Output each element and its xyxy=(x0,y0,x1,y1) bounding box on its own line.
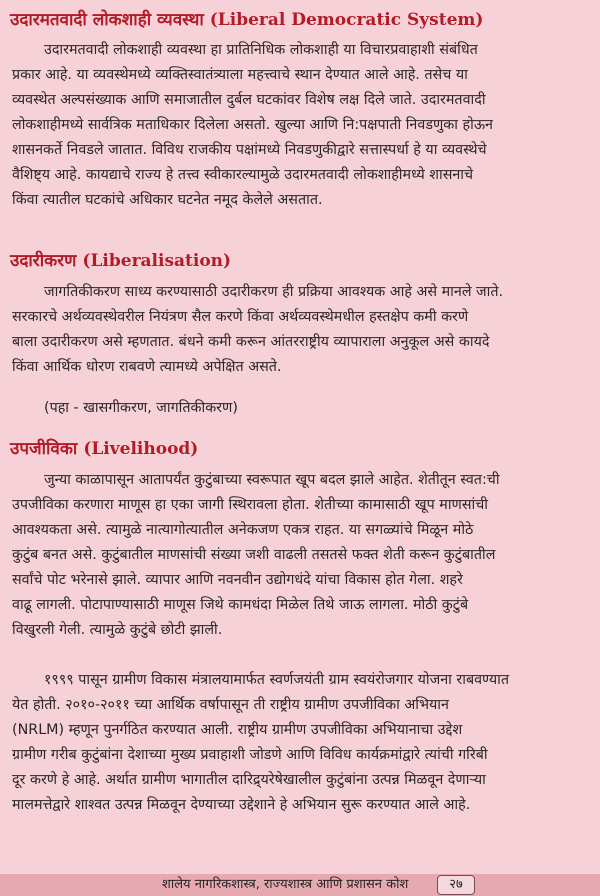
text-line: ग्रामीण गरीब कुटुंबांना देशाच्या मुख्य प्रवाहाशी जोडणे आणि विविध कार्यक्रमांद्वारे त्यांची गरिबी xyxy=(12,747,488,763)
text-line: १९९९ पासून ग्रामीण विकास मंत्रालयामार्फत स्वर्णजयंती ग्राम स्वयंरोजगार योजना राबवण्यात xyxy=(44,672,509,688)
heading-english: (Liberalisation) xyxy=(82,251,232,271)
text-line: दूर करणे हे आहे. अर्थात ग्रामीण भागातील दारिद्र्यरेषेखालील कुटुंबांना उत्पन्न मिळवून देणाऱ्या xyxy=(12,772,486,788)
page-number: २७ xyxy=(437,875,475,895)
text-line: वैशिष्ट्य आहे. कायद्याचे राज्य हे तत्त्व स्वीकारल्यामुळे उदारमतवादी लोकशाहीमध्ये शासनाचे xyxy=(12,167,474,183)
page-footer xyxy=(0,874,600,896)
heading-marathi: उपजीविका xyxy=(10,439,78,459)
text-line: बाला उदारीकरण असे म्हणतात. बंधने कमी करून आंतरराष्ट्रीय व्यापाराला अनुकूल असे कायदे xyxy=(12,334,490,350)
text-line: उपजीविका करणारा माणूस हा एका जागी स्थिरावला होता. शेतीच्या कामासाठी खूप माणसांची xyxy=(12,497,489,513)
heading-english: (Liberal Democratic System) xyxy=(209,10,484,30)
see-also-line: (पहा - खासगीकरण, जागतिकीकरण) xyxy=(44,400,238,416)
book-title: शालेय नागरिकशास्त्र, राज्यशास्त्र आणि प्रशासन कोश xyxy=(162,877,409,892)
text-line: उदारमतवादी लोकशाही व्यवस्था हा प्रातिनिधिक लोकशाही या विचारप्रवाहाशी संबंधित xyxy=(44,42,478,58)
text-line: किंवा आर्थिक धोरण राबवणे त्यामध्ये अपेक्षित असते. xyxy=(12,359,282,375)
text-line: जागतिकीकरण साध्य करण्यासाठी उदारीकरण ही प्रक्रिया आवश्यक आहे असे मानले जाते. xyxy=(44,284,504,300)
text-line: लोकशाहीमध्ये सार्वत्रिक मताधिकार दिलेला असतो. खुल्या आणि नि:पक्षपाती निवडणुका होऊन xyxy=(12,117,493,133)
text-line: मालमत्तेद्वारे शाश्वत उत्पन्न मिळवून देण्याच्या उद्देशाने हे अभियान सुरू करण्यात आले आहे. xyxy=(12,797,471,813)
heading-marathi: उदारमतवादी लोकशाही व्यवस्था xyxy=(10,10,204,30)
text-line: किंवा त्यातील घटकांचे अधिकार घटनेत नमूद केलेले असतात. xyxy=(12,192,323,208)
text-line: वाढू लागली. पोटापाण्यासाठी माणूस जिथे कामधंदा मिळेल तिथे जाऊ लागला. मोठी कुटुंबे xyxy=(12,597,469,613)
entry-heading xyxy=(10,250,231,272)
text-line: प्रकार आहे. या व्यवस्थेमध्ये व्यक्तिस्वातंत्र्याला महत्त्वाचे स्थान देण्यात आले आहे. तसेच या xyxy=(12,67,468,83)
entry-heading xyxy=(10,9,483,31)
text-line: सर्वांचे पोट भरेनासे झाले. व्यापार आणि नवनवीन उद्योगधंदे यांचा विकास होत गेला. शहरे xyxy=(12,572,463,588)
heading-marathi: उदारीकरण xyxy=(10,251,77,271)
text-line: विखुरली गेली. त्यामुळे कुटुंबे छोटी झाली. xyxy=(12,622,223,638)
text-line: सरकारचे अर्थव्यवस्थेवरील नियंत्रण सैल करणे किंवा अर्थव्यवस्थेमधील हस्तक्षेप कमी करणे xyxy=(12,309,469,325)
text-line: शासनकर्ते निवडले जातात. विविध राजकीय पक्षांमध्ये निवडणुकीद्वारे सत्तास्पर्धा हे या व्यवस्थेचे xyxy=(12,142,487,158)
text-line: (NRLM) म्हणून पुनर्गठित करण्यात आली. राष्ट्रीय ग्रामीण उपजीविका अभियानाचा उद्देश xyxy=(12,722,463,738)
text-line: कुटुंब बनत असे. कुटुंबातील माणसांची संख्या जशी वाढली तसतसे फक्त शेती करून कुटुंबातील xyxy=(12,547,496,563)
text-line: जुन्या काळापासून आतापर्यंत कुटुंबाच्या स्वरूपात खूप बदल झाले आहेत. शेतीतून स्वत:ची xyxy=(44,472,500,488)
text-line: व्यवस्थेत अल्पसंख्याक आणि समाजातील दुर्बल घटकांवर विशेष लक्ष दिले जाते. उदारमतवादी xyxy=(12,92,486,108)
heading-english: (Livelihood) xyxy=(83,439,199,459)
text-line: येत होती. २०१०-२०११ च्या आर्थिक वर्षापासून ती राष्ट्रीय ग्रामीण उपजीविका अभियान xyxy=(12,697,449,713)
text-line: आवश्यकता असे. त्यामुळे नात्यागोत्यातील अनेकजण एकत्र राहत. या सगळ्यांचे मिळून मोठे xyxy=(12,522,474,538)
entry-heading xyxy=(10,438,198,460)
